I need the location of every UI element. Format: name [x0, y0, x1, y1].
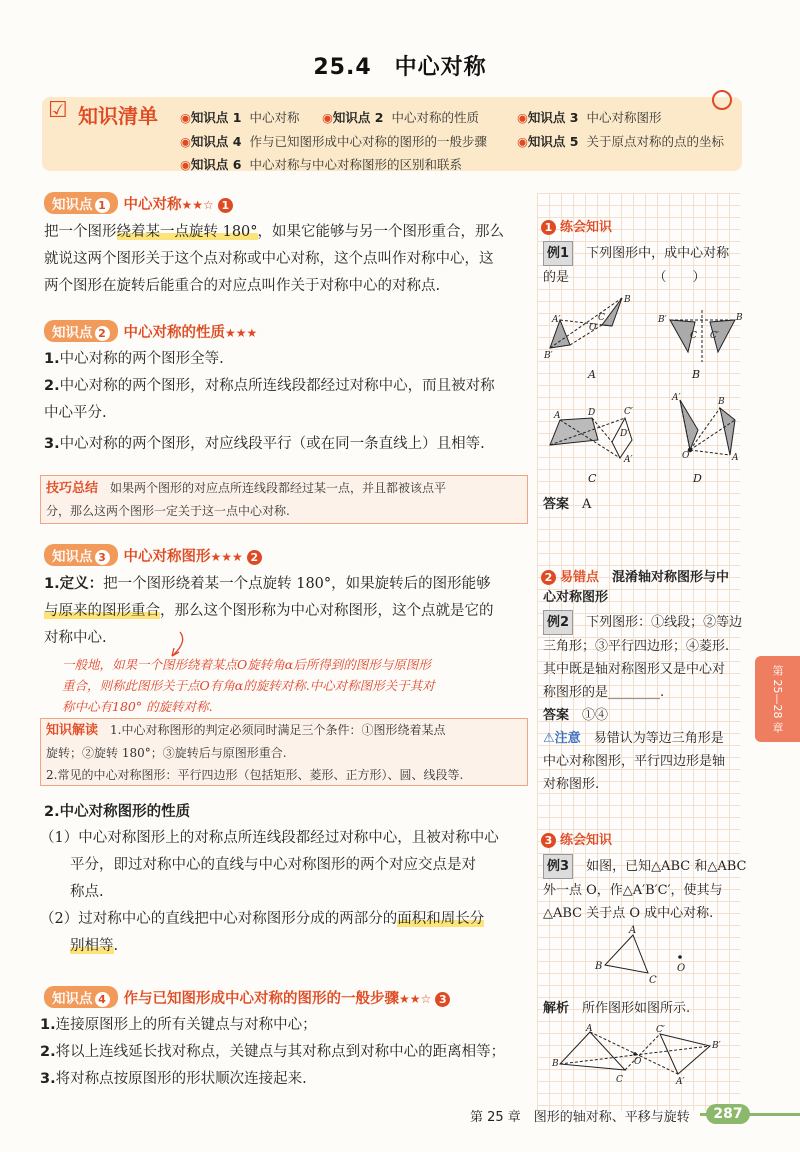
svg-text:A: A — [732, 453, 739, 463]
svg-text:C′: C′ — [624, 407, 633, 417]
svg-text:C: C — [649, 975, 657, 986]
chapter-side-tab[interactable]: 第 25—28 章 — [755, 656, 800, 742]
option-b-label: B — [692, 368, 701, 381]
warning-icon: ⚠ — [543, 731, 555, 746]
figure-a — [543, 295, 631, 361]
footer-chapter: 第 25 章 图形的轴对称、平移与旋转 — [470, 1110, 690, 1125]
svg-text:C′: C′ — [656, 1025, 665, 1035]
q1-answer: 答案 A — [543, 497, 592, 512]
q2-heading: 2 易错点 混淆轴对称图形与中 — [541, 566, 729, 585]
handwritten-note: 一般地，如果一个图形绕着某点O旋转角α后所得到的图形与原图形 重合，则称此图形关于点O有角α的旋转对称.中心对称图形关于其对 称中心有180° 的旋转对称. — [62, 657, 435, 714]
knowledge-list-title: 知识清单 — [78, 104, 158, 128]
option-c-label: C — [588, 472, 597, 485]
knowledge-item[interactable]: ◉知识点 2 中心对称的性质 — [322, 110, 479, 125]
knowledge-item[interactable]: ◉知识点 3 中心对称图形 — [517, 110, 662, 125]
explain-text: 知识解读 1.中心对称图形的判定必须同时满足三个条件：①图形绕着某点 旋转；②旋转 180°；③旋转后与原图形重合. 2.常见的中心对称图形：平行四边形（包括矩形、菱形、正方形）、圆、线段等. — [46, 723, 464, 782]
q3-solution: 解析 所作图形如图所示. — [543, 1001, 691, 1016]
svg-text:B: B — [595, 961, 603, 972]
svg-text:D′: D′ — [620, 429, 630, 439]
svg-text:A′: A′ — [672, 393, 681, 403]
svg-text:A: A — [629, 925, 637, 936]
checkmark-icon: ☑ — [48, 98, 68, 123]
q1-text: 例1 下列图形中，成中心对称 的是 （ ） — [543, 241, 729, 289]
ref-badge: 3 — [435, 992, 450, 1007]
svg-text:O: O — [677, 963, 686, 974]
svg-text:B: B — [624, 295, 631, 305]
tip-text: 技巧总结 如果两个图形的对应点所连线段都经过某一点，并且都被该点平 分，那么这两个图形一定关于这一点中心对称. — [46, 481, 447, 518]
svg-text:C: C — [616, 1075, 623, 1085]
svg-text:B: B — [736, 313, 743, 323]
svg-text:A′: A′ — [624, 455, 633, 465]
q3-text: 例3 如图，已知△ABC 和△ABC 外一点 O，作△A′B′C′，使其与 △ABC 关于点 O 成中心对称. — [543, 854, 746, 925]
svg-text:C: C — [690, 331, 697, 341]
option-d-label: D — [693, 472, 702, 485]
section-3-heading: 知识点 3 中心对称图形★★★ 2 — [44, 544, 262, 566]
svg-text:A: A — [586, 1024, 593, 1034]
knowledge-item[interactable]: ◉知识点 4 作与已知图形成中心对称的图形的一般步骤 — [180, 134, 487, 149]
svg-text:D: D — [588, 408, 596, 418]
q1-heading: 1 练会知识 — [541, 216, 612, 235]
svg-text:O: O — [682, 451, 690, 461]
svg-text:C′: C′ — [710, 331, 719, 341]
svg-text:A′: A′ — [552, 315, 561, 325]
figure-c — [550, 407, 633, 465]
figure-d — [671, 393, 739, 463]
star-rating: ★★☆ — [399, 992, 432, 1006]
section-tag: 知识点 2 — [44, 320, 118, 342]
section-3-definition: 1.定义：把一个图形绕着某一个点旋转 180°，如果旋转后的图形能够 与原来的图形重合，那么这个图形称为中心对称图形，这个点就是它的 对称中心. — [44, 576, 494, 646]
q2-text: 例2 下列图形：①线段；②等边 三角形；③平行四边形；④菱形. 其中既是轴对称图形又是中心对 称图形的是________. 答案 ①④ ⚠注意 易错认为等边三角形是 中心对称图形，平行四边形是轴 对称图形. — [543, 610, 742, 796]
swirl-icon — [712, 90, 732, 110]
figure-b — [657, 310, 743, 362]
section-4-heading: 知识点 4 作与已知图形成中心对称的图形的一般步骤★★☆ 3 — [44, 986, 450, 1008]
section-1-body: 把一个图形绕着某一点旋转 180°，如果它能够与另一个图形重合，那么 就说这两个图形关于这个点对称或中心对称，这个点叫作对称中心，这 两个图形在旋转后能重合的对应点叫作关于对称中心的对称点. — [44, 224, 505, 294]
knowledge-item[interactable]: ◉知识点 1 中心对称 — [180, 110, 300, 125]
section-4-body: 1.连接原图形上的所有关键点与对称中心； 2.将以上连线延长找对称点，关键点与其对称点到对称中心的距离相等； 3.将对称点按原图形的形状顺次连接起来. — [40, 1017, 506, 1087]
svg-text:B: B — [718, 397, 725, 407]
section-2-body: 1.中心对称的两个图形全等. 2.中心对称的两个图形，对称点所连线段都经过对称中心，而且被对称 中心平分. 3.中心对称的两个图形，对应线段平行（或在同一条直线上）且相等. — [44, 351, 495, 452]
q3-solution-figure — [550, 1022, 730, 1086]
page-title: 25.4 中心对称 — [313, 55, 487, 80]
star-rating: ★★☆ — [181, 198, 214, 212]
q3-heading: 3 练会知识 — [541, 829, 612, 848]
q3-triangle-figure — [585, 925, 705, 985]
svg-text:A′: A′ — [676, 1077, 685, 1087]
option-a-label: A — [588, 368, 596, 381]
svg-text:O: O — [634, 1057, 642, 1067]
section-tag: 知识点 4 — [44, 986, 118, 1008]
section-3-properties: （1）中心对称图形上的对称点所连线段都经过对称中心，且被对称中心 平分，即过对称中心的直线与中心对称图形的两个对应交点是对 称点. （2）过对称中心的直线把中心对称图形分成的两部分的面积和周长分 别相等. — [40, 830, 499, 954]
q2-heading-2: 心对称图形 — [543, 590, 609, 605]
section-1-heading: 知识点 1 中心对称★★☆ 1 — [44, 192, 233, 214]
svg-text:O: O — [589, 323, 597, 333]
ref-badge: 2 — [247, 550, 262, 565]
star-rating: ★★★ — [210, 550, 243, 564]
section-2-heading: 知识点 2 中心对称的性质★★★ — [44, 320, 257, 342]
knowledge-item[interactable]: ◉知识点 6 中心对称与中心对称图形的区别和联系 — [180, 157, 462, 172]
q1-figures — [540, 290, 743, 485]
svg-text:B: B — [552, 1059, 559, 1069]
svg-text:C: C — [598, 313, 605, 323]
svg-text:A: A — [554, 411, 561, 421]
svg-text:B′: B′ — [658, 315, 667, 325]
section-tag: 知识点 3 — [44, 544, 118, 566]
star-rating: ★★★ — [225, 326, 258, 340]
page-number: 287 — [706, 1104, 750, 1124]
svg-text:B′: B′ — [544, 351, 553, 361]
knowledge-item[interactable]: ◉知识点 5 关于原点对称的点的坐标 — [517, 134, 724, 149]
ref-badge: 1 — [218, 198, 233, 213]
properties-subtitle: 2.中心对称图形的性质 — [44, 804, 191, 820]
section-tag: 知识点 1 — [44, 192, 118, 214]
svg-text:B′: B′ — [712, 1041, 721, 1051]
